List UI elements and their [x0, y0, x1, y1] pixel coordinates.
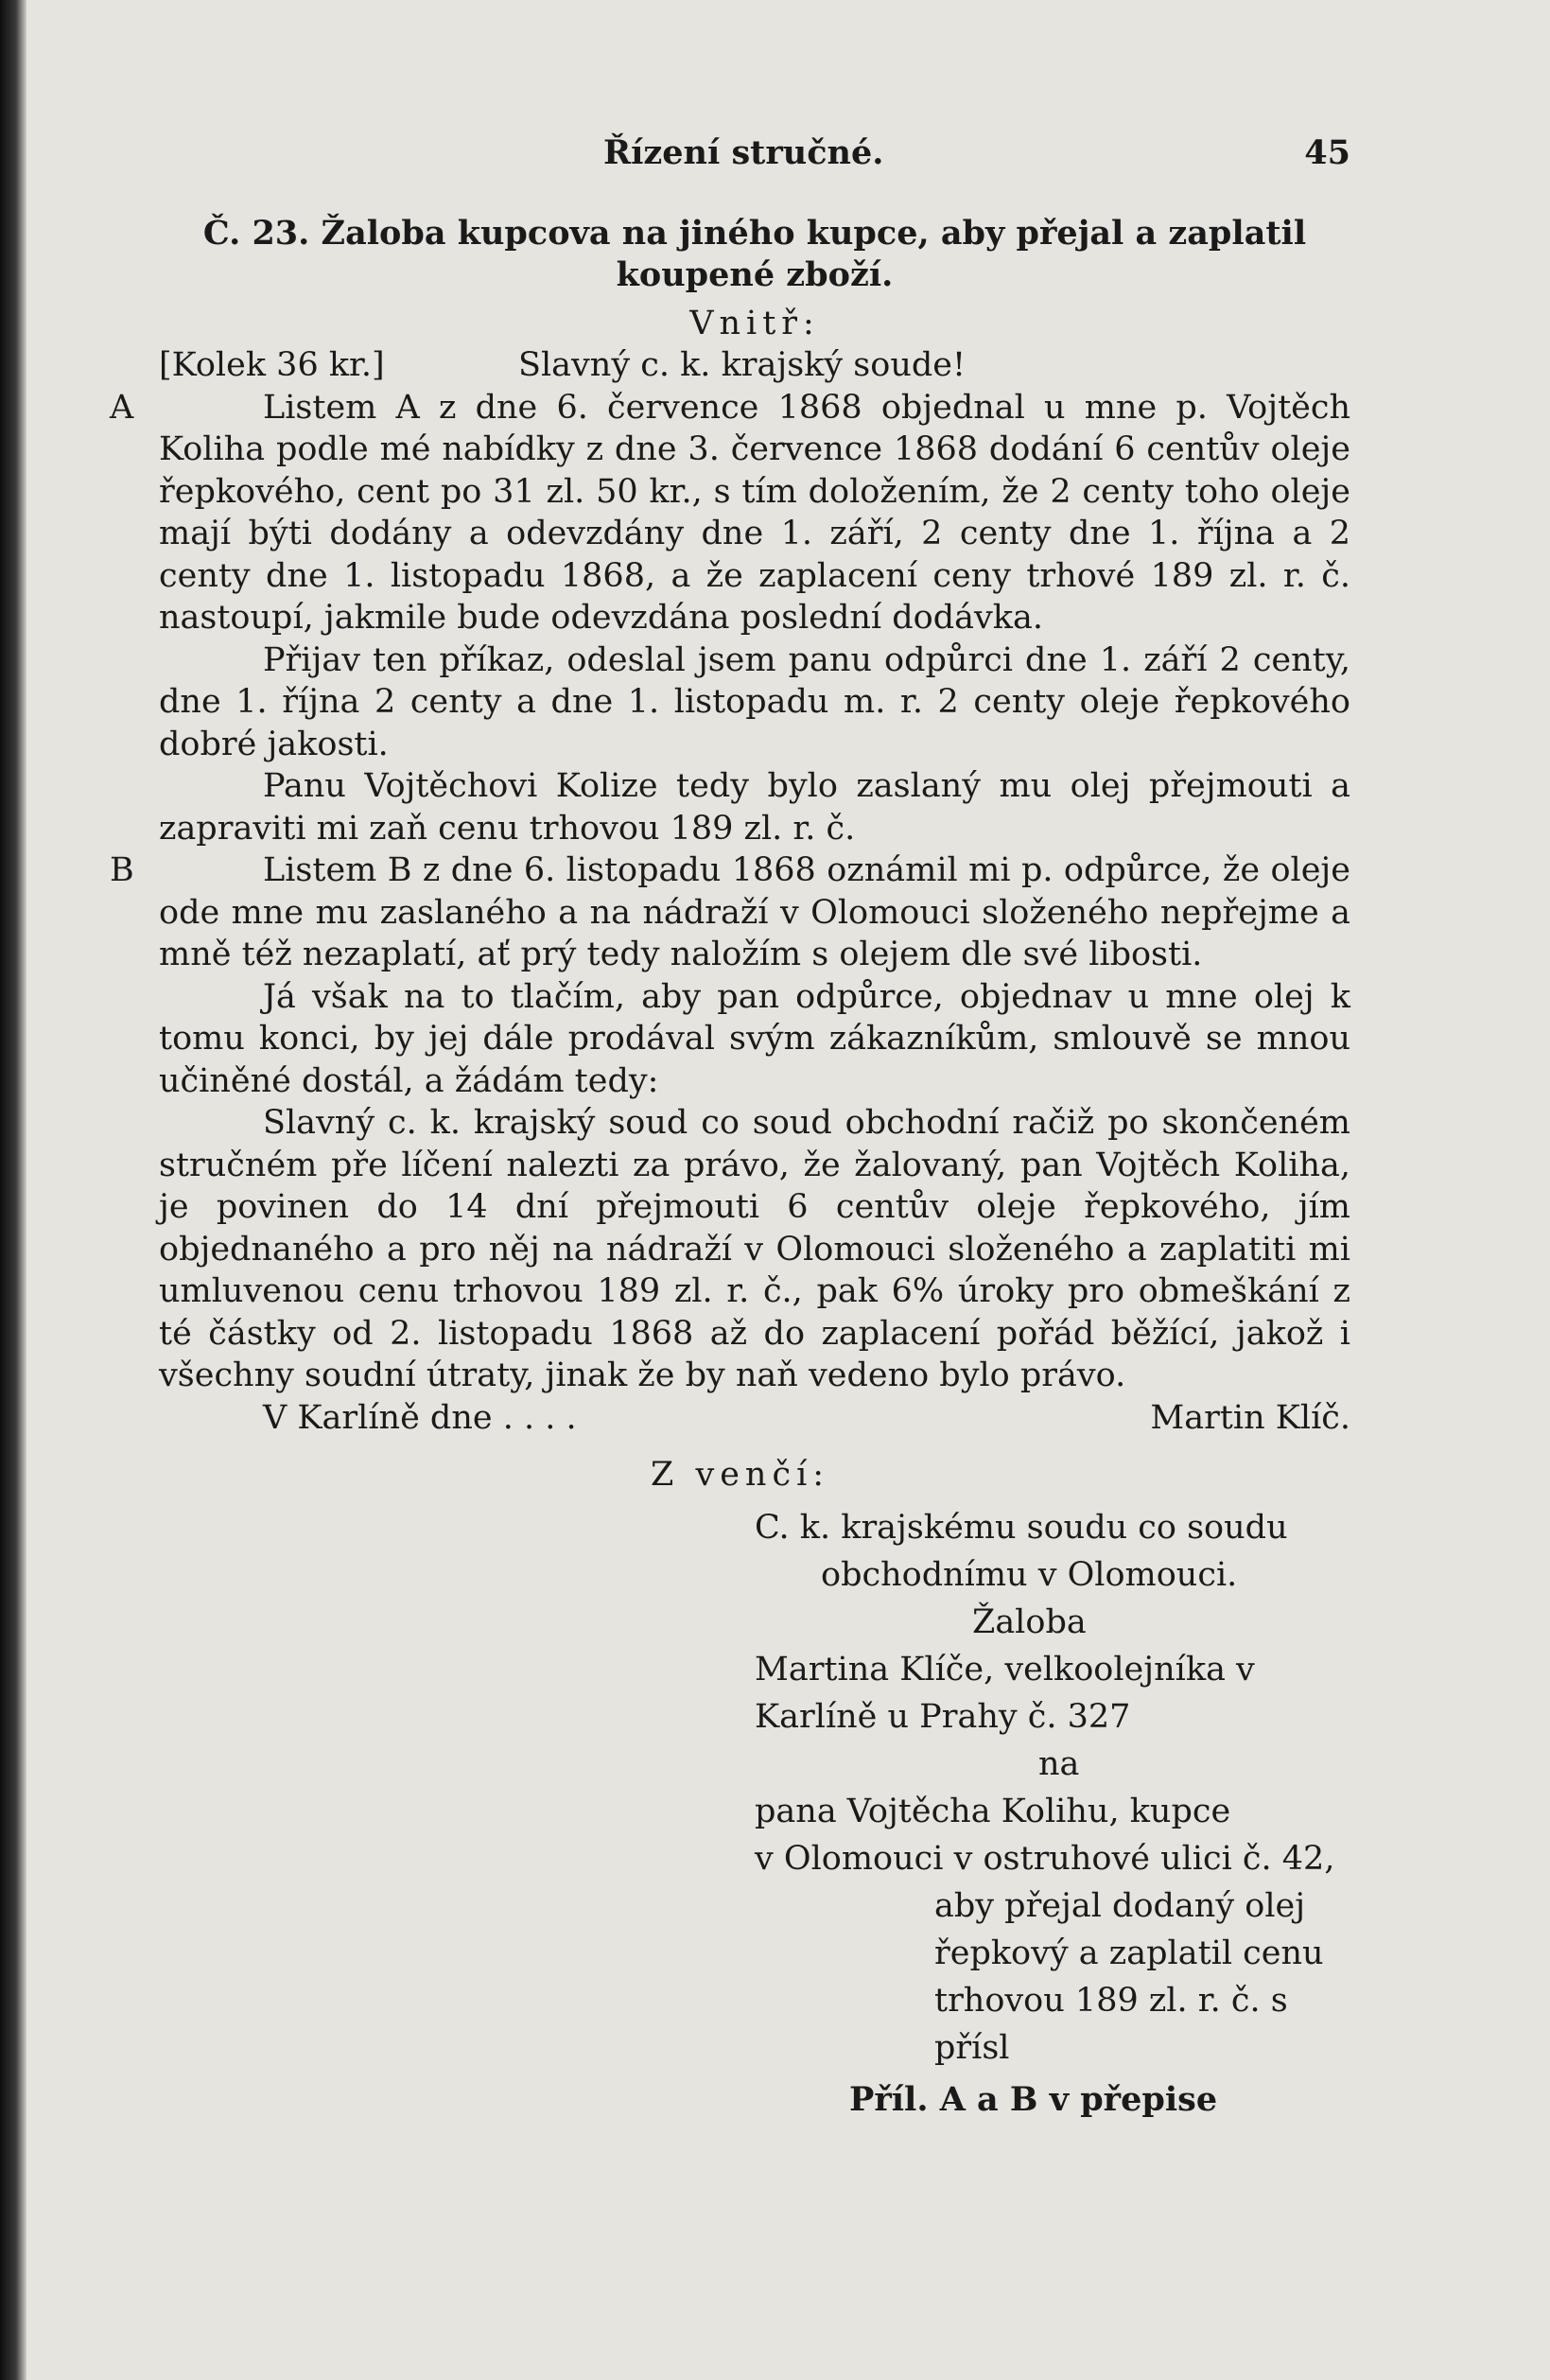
na-word: na: [1038, 1744, 1080, 1783]
paragraph-6: Slavný c. k. krajský soud co soud obchodní račiž po skončeném stručném pře líčení nalezti za právo, že žalovaný, pan Vojtěch Koliha, je povinen do 14 dní přejmouti 6 centův oleje řepkového, jím objednaného a pro něj na nádraží v Olomouci složeného a zaplatiti mi umluvenou cenu trhovou 189 zl. r. č., pak 6% úroky pro obmeškání z té částky od 2. listopadu 1868 až do zaplacení pořád běžící, jakož i všechny soudní útraty, jinak že by naň vedeno bylo právo.: [159, 1104, 1350, 1394]
defendant-line-2: v Olomouci v ostruhové ulici č. 42,: [755, 1839, 1335, 1878]
purpose-line-2: řepkový a zaplatil cenu: [934, 1934, 1324, 1972]
defendant-line-1: pana Vojtěcha Kolihu, kupce: [755, 1792, 1231, 1830]
plaintiff-line-2: Karlíně u Prahy č. 327: [755, 1697, 1131, 1736]
page-number: 45: [1304, 133, 1350, 172]
place-date: V Karlíně dne . . . .: [263, 1398, 577, 1437]
section-title: Č. 23. Žaloba kupcova na jiného kupce, aby přejal a zaplatil koupené zboží.: [202, 213, 1307, 294]
zaloba-heading: Žaloba: [972, 1602, 1087, 1641]
paragraph-5: Já však na to tlačím, aby pan odpůrce, objednav u mne olej k tomu konci, by jej dále prodával svým zákazníkům, smlouvě se mnou učiněné dostál, a žádám tedy:: [159, 977, 1350, 1100]
running-header: [603, 132, 1350, 175]
attachments-note: Příl. A a B v přepise: [849, 2079, 1218, 2119]
margin-letter-b: B: [110, 851, 134, 889]
addressee-line-1: C. k. krajskému soudu co soudu: [755, 1508, 1288, 1547]
kolek-row: [159, 344, 1350, 387]
paragraph-2: Přijav ten příkaz, odeslal jsem panu odpůrci dne 1. září 2 centy, dne 1. října 2 centy a dne 1. listopadu m. r. 2 centy oleje řepkového dobré jakosti.: [159, 640, 1350, 763]
book-spine-shadow: [0, 0, 26, 2380]
zvenci-heading: Z venčí:: [651, 1456, 830, 1494]
signature: Martin Klíč.: [1150, 1398, 1350, 1437]
paragraph-1-text: Listem A z dne 6. července 1868 objednal u mne p. Vojtěch Koliha podle mé nabídky z dne 3. července 1868 dodání 6 centův oleje řepkového, cent po 31 zl. 50 kr., s tím doložením, že 2 centy toho oleje mají býti dodány a odevzdány dne 1. září, 2 centy dne 1. října a 2 centy dne 1. listopadu 1868, a že zaplacení ceny trhové 189 zl. r. č. nastoupí, jakmile bude odevzdána poslední dodávka.: [159, 388, 1350, 637]
margin-letter-a: A: [110, 388, 134, 427]
paragraph-4-text: Listem B z dne 6. listopadu 1868 oznámil mi p. odpůrce, že oleje ode mne mu zaslaného a na nádraží v Olomouci složeného nepřejme a mně též nezaplatí, ať prý tedy naložím s olejem dle své libosti.: [159, 851, 1350, 973]
paragraph-4: [110, 849, 1350, 976]
court-address: Slavný c. k. krajský soude!: [518, 346, 967, 384]
page-text: [110, 132, 1350, 2128]
running-title: Řízení stručné.: [603, 133, 884, 172]
paragraph-1: [110, 387, 1350, 639]
purpose-block: [934, 1882, 1350, 2072]
vnitr-heading: Vnitř:: [689, 304, 820, 342]
paragraph-3: Panu Vojtěchovi Kolize tedy bylo zaslaný mu olej přejmouti a zapraviti mi zaň cenu trhovou 189 zl. r. č.: [159, 767, 1350, 848]
signature-row: [159, 1397, 1350, 1440]
parties-block: [755, 1646, 1350, 1882]
purpose-line-1: aby přejal dodaný olej: [934, 1886, 1306, 1925]
addressee-line-2: obchodnímu v Olomouci.: [821, 1555, 1238, 1594]
book-page: [26, 0, 1550, 2380]
plaintiff-line-1: Martina Klíče, velkoolejníka v: [755, 1650, 1255, 1689]
addressee-block: [755, 1504, 1350, 1646]
purpose-line-3: trhovou 189 zl. r. č. s přísl: [934, 1981, 1288, 2067]
kolek-stamp: [Kolek 36 kr.]: [159, 346, 385, 384]
